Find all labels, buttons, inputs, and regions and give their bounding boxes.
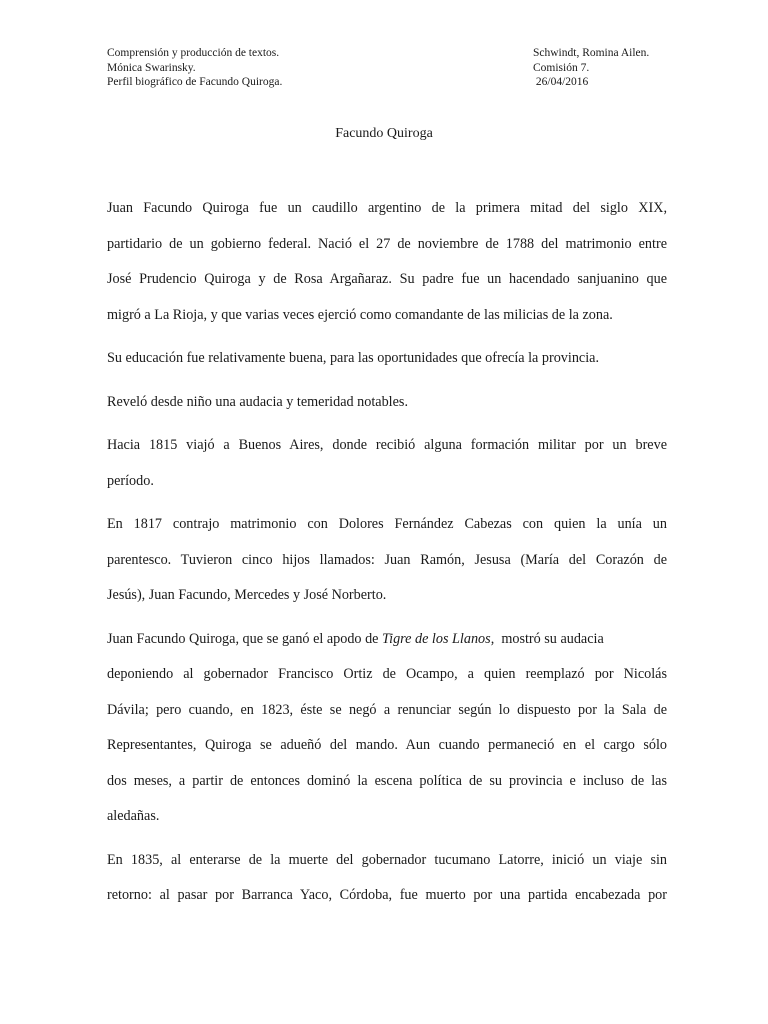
paragraph-line: deponiendo al gobernador Francisco Ortiz de Ocampo, a quien reemplazó por Nicolás [107, 666, 667, 682]
assignment-name: Perfil biográfico de Facundo Quiroga. [107, 76, 283, 88]
paragraph-line: partidario de un gobierno federal. Nació el 27 de noviembre de 1788 del matrimonio entre [107, 235, 667, 252]
header-right [533, 46, 649, 90]
course-name: Comprensión y producción de textos. [107, 47, 280, 59]
paragraph-line: Representantes, Quiroga se adueñó del mando. Aun cuando permaneció en el cargo sólo [107, 737, 667, 753]
paragraph-line: Su educación fue relativamente buena, para las oportunidades que ofrecía la provincia. [107, 350, 600, 366]
student-name: Schwindt, Romina Ailen. [533, 47, 650, 59]
paragraph-line: Dávila; pero cuando, en 1823, éste se negó a renunciar según lo dispuesto por la Sala de [107, 701, 667, 718]
document-body [107, 198, 667, 921]
commission: Comisión 7. [533, 61, 590, 74]
paragraph-line: José Prudencio Quiroga y de Rosa Argañaraz. Su padre fue un hacendado sanjuanino que [107, 271, 667, 287]
paragraph-line: retorno: al pasar por Barranca Yaco, Córdoba, fue muerto por una partida encabezada por [107, 887, 667, 903]
paragraph-line: aledañas. [107, 808, 160, 824]
date: 26/04/2016 [533, 76, 589, 88]
paragraph-line: Juan Facundo Quiroga fue un caudillo argentino de la primera mitad del siglo XIX, [107, 200, 667, 216]
paragraph-line: En 1835, al enterarse de la muerte del gobernador tucumano Latorre, inició un viaje sin [107, 851, 667, 868]
paragraph-text: , mostró su audacia [490, 630, 604, 647]
paragraph-line: Reveló desde niño una audacia y temeridad notables. [107, 393, 408, 410]
header-left [107, 46, 282, 90]
paragraph-line: dos meses, a partir de entonces dominó la escena política de su provincia e incluso de las [107, 772, 667, 789]
paragraph-line: período. [107, 472, 154, 489]
paragraph-line: migró a La Rioja, y que varias veces ejerció como comandante de las milicias de la zona. [107, 306, 613, 323]
paragraph-line [107, 629, 667, 665]
paragraph-line: parentesco. Tuvieron cinco hijos llamados: Juan Ramón, Jesusa (María del Corazón de [107, 551, 667, 568]
paragraph-line: Jesús), Juan Facundo, Mercedes y José Norberto. [107, 587, 387, 603]
paragraph-line: En 1817 contrajo matrimonio con Dolores Fernández Cabezas con quien la unía un [107, 516, 667, 532]
paragraph-line: Hacia 1815 viajó a Buenos Aires, donde recibió alguna formación militar por un breve [107, 437, 667, 453]
professor-name: Mónica Swarinsky. [107, 61, 196, 74]
paragraph-text: Juan Facundo Quiroga, que se ganó el apodo de [107, 630, 383, 647]
document-title: Facundo Quiroga [335, 126, 433, 141]
nickname-italic: Tigre de los Llanos [382, 630, 491, 647]
